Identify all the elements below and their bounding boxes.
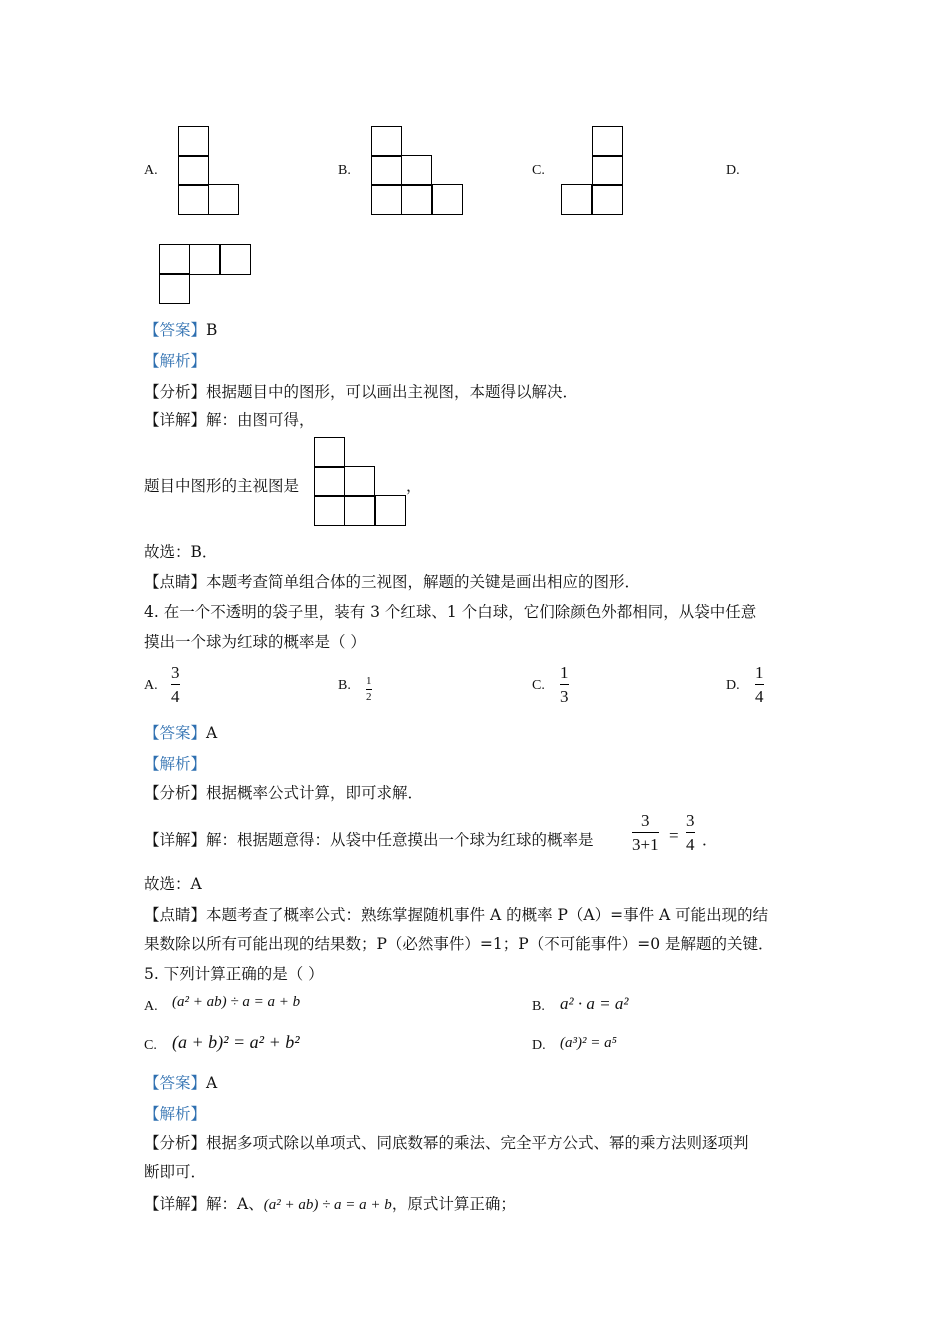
q3-main-view-text: 题目中图形的主视图是 xyxy=(144,477,300,495)
q5-option-d-label: D. xyxy=(532,1038,546,1053)
q4-option-a-label: A. xyxy=(144,678,158,693)
q4-guxuan: 故选：A xyxy=(144,875,202,893)
q5-fenxi-line2: 断即可． xyxy=(144,1163,207,1181)
option-b-label: B. xyxy=(338,163,351,178)
q5-xiangjie: 【详解】解：A、(a² + ab) ÷ a = a + b，原式计算正确； xyxy=(144,1195,516,1213)
q5-jiexi: 【解析】 xyxy=(144,1105,207,1123)
option-d-label: D. xyxy=(726,163,740,178)
q4-answer: 【答案】A xyxy=(144,724,218,742)
q3-xiangjie: 【详解】解：由图可得， xyxy=(144,411,315,429)
q4-period: ． xyxy=(702,831,718,849)
q3-jiexi: 【解析】 xyxy=(144,352,207,370)
q4-fenxi: 【分析】根据概率公式计算，即可求解． xyxy=(144,784,424,802)
q4-option-b-label: B. xyxy=(338,678,351,693)
option-a-label: A. xyxy=(144,163,158,178)
q4-stem-line2: 摸出一个球为红球的概率是（ ） xyxy=(144,633,366,651)
q4-dianjing-line2: 果数除以所有可能出现的结果数；P（必然事件）=1；P（不可能事件）=0 是解题的关键． xyxy=(144,935,774,953)
q4-option-a-fraction: 3 4 xyxy=(171,663,180,706)
q5-stem: 5. 下列计算正确的是（ ） xyxy=(144,965,324,983)
q4-stem-line1: 4. 在一个不透明的袋子里，装有 3 个红球、1 个白球，它们除颜色外都相同，从袋中任意 xyxy=(144,603,757,621)
q5-option-a-label: A. xyxy=(144,999,158,1014)
q4-fraction-1: 3 3+1 xyxy=(632,811,659,854)
q4-jiexi: 【解析】 xyxy=(144,755,207,773)
q5-answer: 【答案】A xyxy=(144,1074,218,1092)
main-view-comma: ， xyxy=(406,477,422,495)
q4-option-c-label: C. xyxy=(532,678,545,693)
q4-option-c-fraction: 1 3 xyxy=(560,663,569,706)
q5-option-d-expr: (a³)² = a⁵ xyxy=(560,1035,617,1051)
q5-option-a-expr: (a² + ab) ÷ a = a + b xyxy=(172,994,301,1010)
q4-option-d-label: D. xyxy=(726,678,740,693)
q4-option-d-fraction: 1 4 xyxy=(755,663,764,706)
q4-equals: = xyxy=(669,826,679,845)
q4-option-b-fraction: 1 2 xyxy=(366,675,372,703)
q4-dianjing-line1: 【点睛】本题考查了概率公式：熟练掌握随机事件 A 的概率 P（A）=事件 A 可能出现的结 xyxy=(144,906,769,924)
q3-dianjing: 【点睛】本题考查简单组合体的三视图，解题的关键是画出相应的图形． xyxy=(144,573,641,591)
q5-fenxi-line1: 【分析】根据多项式除以单项式、同底数幂的乘法、完全平方公式、幂的乘方法则逐项判 xyxy=(144,1134,749,1152)
q3-answer: 【答案】B xyxy=(144,321,218,339)
q4-fraction-2: 3 4 xyxy=(686,811,695,854)
option-c-label: C. xyxy=(532,163,545,178)
q5-option-c-label: C. xyxy=(144,1038,157,1053)
q3-fenxi: 【分析】根据题目中的图形，可以画出主视图，本题得以解决． xyxy=(144,383,579,401)
q3-guxuan: 故选：B． xyxy=(144,543,218,561)
q5-option-b-expr: a² · a = a² xyxy=(560,994,629,1013)
q5-option-c-expr: (a + b)² = a² + b² xyxy=(172,1032,300,1052)
q5-option-b-label: B. xyxy=(532,999,545,1014)
q4-xiangjie: 【详解】解：根据题意得：从袋中任意摸出一个球为红球的概率是 xyxy=(144,831,594,849)
